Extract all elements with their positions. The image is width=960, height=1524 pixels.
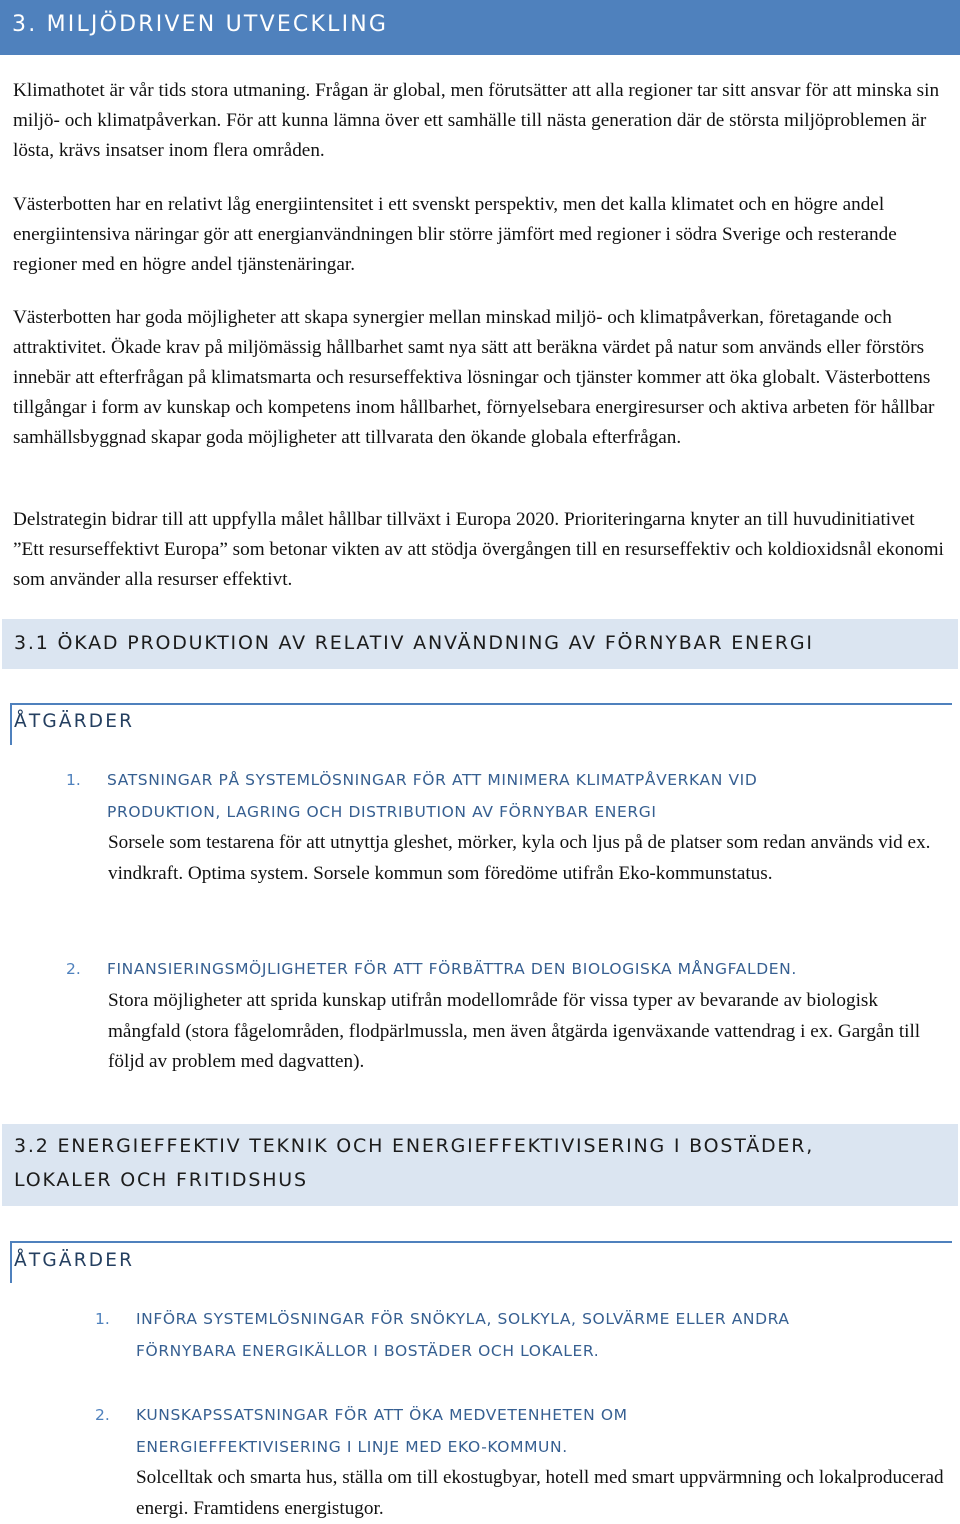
list-item-body: Stora möjligheter att sprida kunskap utifrån modellområde för vissa typer av bevarande av biologisk mångfald (stora fågelområden, flodpärlmussla, men även åtgärda igenväxande vattendrag i ex. Gargån till följd av problem med dagvatten). bbox=[108, 990, 921, 1072]
list-number: 1. bbox=[95, 1310, 110, 1328]
list-number: 2. bbox=[66, 960, 81, 978]
list-item-heading-line: KUNSKAPSSATSNINGAR FÖR ATT ÖKA MEDVETENHETEN OM bbox=[136, 1406, 628, 1424]
paragraph-energy-intensity: Västerbotten har en relativt låg energiintensitet i ett svenskt perspektiv, men det kalla klimatet och en högre andel energiintensiva näringar gör att energianvändningen blir större jämfört med regioner i södra Sverige och resterande regioner med en högre andel tjänstenäringar. bbox=[13, 194, 897, 275]
list-item-heading-line: PRODUKTION, LAGRING OCH DISTRIBUTION AV FÖRNYBAR ENERGI bbox=[107, 802, 657, 821]
actions-rule-left bbox=[10, 703, 12, 745]
chapter-heading-bar bbox=[0, 0, 960, 55]
actions-rule bbox=[10, 1241, 952, 1243]
list-item-heading bbox=[136, 1400, 628, 1463]
actions-heading: ÅTGÄRDER bbox=[14, 711, 135, 732]
section-heading-3-1: 3.1 ÖKAD PRODUKTION AV RELATIV ANVÄNDNING AV FÖRNYBAR ENERGI bbox=[14, 632, 814, 654]
list-item-heading-line: FÖRNYBARA ENERGIKÄLLOR I BOSTÄDER OCH LOKALER. bbox=[136, 1341, 600, 1360]
list-item-heading-line: INFÖRA SYSTEMLÖSNINGAR FÖR SNÖKYLA, SOLKYLA, SOLVÄRME ELLER ANDRA bbox=[136, 1310, 790, 1328]
list-number: 2. bbox=[95, 1406, 110, 1424]
list-number: 1. bbox=[66, 771, 81, 789]
actions-rule-left bbox=[10, 1241, 12, 1283]
actions-rule bbox=[10, 703, 952, 705]
list-item-heading-line: ENERGIEFFEKTIVISERING I LINJE MED EKO-KOMMUN. bbox=[136, 1437, 568, 1456]
list-item-heading-line: FINANSIERINGSMÖJLIGHETER FÖR ATT FÖRBÄTTRA DEN BIOLOGISKA MÅNGFALDEN. bbox=[107, 960, 797, 978]
section-heading-3-2 bbox=[14, 1129, 814, 1197]
section-heading-line: LOKALER OCH FRITIDSHUS bbox=[14, 1169, 308, 1191]
actions-heading: ÅTGÄRDER bbox=[14, 1250, 135, 1271]
section-heading-bar-3-2 bbox=[2, 1124, 958, 1206]
section-heading-line: 3.2 ENERGIEFFEKTIV TEKNIK OCH ENERGIEFFEKTIVISERING I BOSTÄDER, bbox=[14, 1135, 815, 1157]
list-item-heading bbox=[107, 954, 797, 986]
paragraph-europe-2020: Delstrategin bidrar till att uppfylla målet hållbar tillväxt i Europa 2020. Prioriteringarna knyter an till huvudinitiativet ”Ett resurseffektivt Europa” som betonar vikten av att stödja övergången till en resurseffektiv och koldioxidsnål ekonomi som använder alla resurser effektivt. bbox=[13, 509, 944, 590]
chapter-heading: 3. MILJÖDRIVEN UTVECKLING bbox=[12, 12, 389, 37]
list-item-heading bbox=[107, 765, 757, 828]
paragraph-synergies: Västerbotten har goda möjligheter att skapa synergier mellan minskad miljö- och klimatpåverkan, företagande och attraktivitet. Ökade krav på miljömässig hållbarhet samt nya sätt att beräkna värdet på natur som används eller förstörs innebär att efterfrågan på klimatsmarta och resurseffektiva lösningar och tjänster kommer att öka globalt. Västerbottens tillgångar i form av kunskap och kompetens inom hållbarhet, förnyelsebara energiresurser och aktiva arbeten för hållbar samhällsbyggnad skapar goda möjligheter att tillvarata den ökande globala efterfrågan. bbox=[13, 307, 935, 448]
list-item-body: Sorsele som testarena för att utnyttja gleshet, mörker, kyla och ljus på de platser som redan används vid ex. vindkraft. Optima system. Sorsele kommun som föredöme utifrån Eko-kommunstatus. bbox=[108, 832, 931, 884]
paragraph-intro: Klimathotet är vår tids stora utmaning. Frågan är global, men förutsätter att alla regioner tar sitt ansvar för att minska sin miljö- och klimatpåverkan. För att kunna lämna över ett samhälle till nästa generation där de största miljöproblemen är lösta, krävs insatser inom flera områden. bbox=[13, 80, 940, 161]
list-item-heading bbox=[136, 1304, 790, 1367]
list-item-heading-line: SATSNINGAR PÅ SYSTEMLÖSNINGAR FÖR ATT MINIMERA KLIMATPÅVERKAN VID bbox=[107, 771, 758, 789]
section-heading-bar-3-1 bbox=[2, 619, 958, 669]
list-item-body: Solcelltak och smarta hus, ställa om till ekostugbyar, hotell med smart uppvärmning och lokalproducerad energi. Framtidens energistugor. bbox=[136, 1467, 944, 1519]
